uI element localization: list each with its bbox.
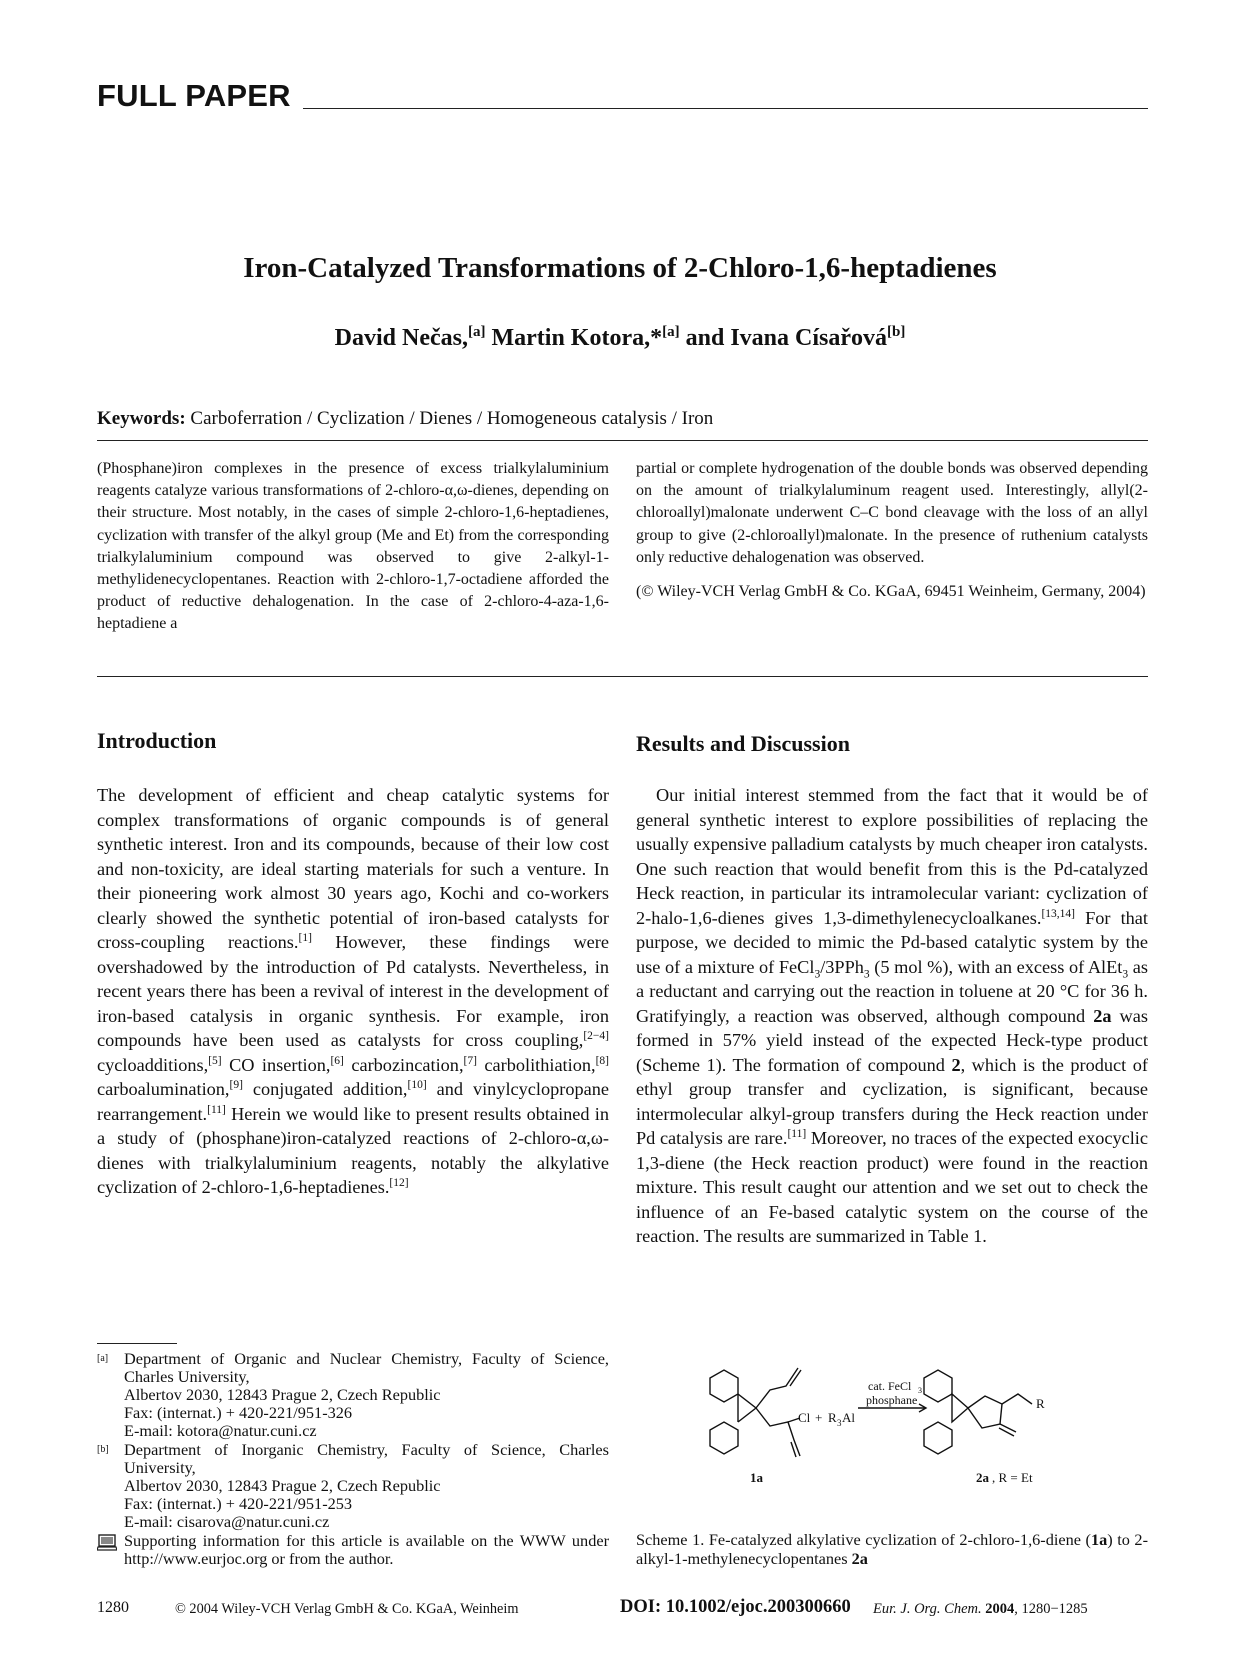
arrow-bottom-label: phosphane <box>866 1393 918 1407</box>
results-heading: Results and Discussion <box>636 731 850 756</box>
abstract-bottom-rule <box>97 676 1148 677</box>
benzene-ring <box>924 1370 952 1402</box>
abstract-text-right: partial or complete hydrogenation of the double bonds was observed depending on the amount of trialkylaluminum reagent used. Interestingly, allyl(2-chloroallyl)malonate underwent C–C bond cleavage with the loss of an allyl group to give (2-chloroallyl)malonate. In the presence of ruthenium catalysts only reductive dehalogenation was observed. <box>636 460 1148 566</box>
scheme-1 <box>690 1360 1120 1485</box>
footer-journal <box>873 1601 1088 1618</box>
keywords <box>97 408 713 430</box>
compound-label-2a: 2a <box>976 1470 989 1485</box>
footnote-rule <box>97 1343 177 1344</box>
reagent-al: Al <box>842 1410 855 1425</box>
paper-title: Iron-Catalyzed Transformations of 2-Chloro-1,6-heptadienes <box>243 252 997 284</box>
introduction-heading: Introduction <box>97 728 217 753</box>
keywords-text: Carboferration / Cyclization / Dienes / Homogeneous catalysis / Iron <box>190 408 714 429</box>
header-rule <box>303 108 1148 109</box>
author-connector: and <box>685 325 725 351</box>
footnote-mark: [a] <box>97 1353 109 1364</box>
scheme-1-drawing <box>690 1360 1120 1485</box>
cyclopentane-ring <box>968 1396 1002 1428</box>
results-body: Our initial interest stemmed from the fact that it would be of general synthetic interest to explore possibilities of replacing the usually expensive palladium catalysts by much cheaper iron catalysts. One such reaction that would benefit from this is the Pd-catalyzed Heck reaction, in particular its intramolecular variant: cyclization of 2-halo-1,6-dienes gives 1,3-dimethylenecycloalkanes.[13,14] For that purpose, we decided to mimic the Pd-based catalytic system by the use of a mixture of FeCl$_3$/3PPh$_3$ (5 mol %), with an excess of AlEt$_3$ as a reductant and carrying out the reaction in toluene at 20 °C for 36 h. Gratifyingly, a reaction was observed, although compound 2a was formed in 57% yield instead of the expected Heck-type product (Scheme 1). The formation of compound 2, which is the product of ethyl group transfer and cyclization, is significant, because intermolecular alkyl-group transfers during the Heck reaction under Pd catalysis are rare.[11] Moreover, no traces of the expected exocyclic 1,3-diene (the Heck reaction product) were found in the reaction mixture. This result caught our attention and we set out to check the influence of an Fe-based catalytic system on the course of the reaction. The results are summarized in Table 1. <box>636 785 1148 1246</box>
abstract-right-column <box>636 458 1148 603</box>
abstract-copyright: (© Wiley-VCH Verlag GmbH & Co. KGaA, 69451 Weinheim, Germany, 2004) <box>636 583 1146 601</box>
footer-doi: DOI: 10.1002/ejoc.200300660 <box>620 1597 851 1617</box>
author-affiliation: [a] <box>662 324 680 340</box>
reagent-subscript: 3 <box>837 1418 842 1428</box>
author-line <box>0 324 1240 352</box>
abstract-top-rule <box>97 440 1148 441</box>
benzene-ring <box>710 1422 738 1454</box>
reagent-r: R <box>828 1410 837 1425</box>
author-name: Ivana Císařová <box>730 325 887 351</box>
product-r-label: R <box>1036 1396 1045 1411</box>
abstract-left-column <box>97 458 609 636</box>
author-affiliation: [a] <box>467 324 486 340</box>
author-name: David Nečas, <box>334 325 468 351</box>
benzene-ring <box>710 1370 738 1402</box>
arrow-top-subscript: 3 <box>918 1386 922 1395</box>
footnote-a: [a] Department of Organic and Nuclear Chemistry, Faculty of Science, Charles University, Albertov 2030, 12843 Prague 2, Czech Republic Fax: (internat.) + 420-221/951-326 E-mail: kotora@natur.cuni.cz <box>97 1349 609 1440</box>
arrow-top-label: cat. FeCl <box>868 1379 912 1393</box>
introduction-body: The development of efficient and cheap catalytic systems for complex transformations of organic compounds is of general synthetic interest. Iron and its compounds, because of their low cost and non-toxicity, are ideal starting materials for such a venture. In their pioneering work almost 30 years ago, Kochi and co-workers clearly showed the synthetic potential of iron-based catalysts for cross-coupling reactions.[1] However, these findings were overshadowed by the introduction of Pd catalysts. Nevertheless, in recent years there has been a revival of interest in the development of iron-based catalysis in organic synthesis. For example, iron compounds have been used as catalysts for cross coupling,[2−4] cycloadditions,[5] CO insertion,[6] carbozincation,[7] carbolithiation,[8] carboalumination,[9] conjugated addition,[10] and vinylcyclopropane rearrangement.[11] Herein we would like to present results obtained in a study of (phosphane)iron-catalyzed reactions of 2-chloro-α,ω-dienes with trialkylaluminium reagents, notably the alkylative cyclization of 2-chloro-1,6-heptadienes.[12] <box>97 785 609 1197</box>
journal-pages: , 1280−1285 <box>1014 1601 1088 1617</box>
footer-copyright: © 2004 Wiley-VCH Verlag GmbH & Co. KGaA, Weinheim <box>175 1601 519 1617</box>
scheme-caption: Scheme 1. Fe-catalyzed alkylative cyclization of 2-chloro-1,6-diene (1a) to 2-alkyl-1-methylenecyclopentanes 2a <box>636 1530 1148 1568</box>
five-ring-bond <box>738 1394 756 1422</box>
footnote-supporting-info: Supporting information for this article is available on the WWW under http://www.eurjoc.org or from the author. <box>97 1532 609 1568</box>
benzene-ring <box>924 1422 952 1454</box>
page-number: 1280 <box>97 1599 129 1616</box>
author-name: Martin Kotora,* <box>491 325 663 351</box>
footnote-b: [b] Department of Inorganic Chemistry, Faculty of Science, Charles University, Albertov 2030, 12843 Prague 2, Czech Republic Fax: (internat.) + 420-221/951-253 E-mail: cisarova@natur.cuni.cz <box>97 1440 609 1531</box>
chlorine-label: Cl <box>798 1410 811 1425</box>
journal-year: 2004 <box>985 1601 1015 1617</box>
keywords-label: Keywords: <box>97 408 186 429</box>
journal-name: Eur. J. Org. Chem. <box>873 1601 982 1617</box>
computer-icon <box>97 1534 117 1558</box>
plus-sign: + <box>815 1410 823 1425</box>
abstract-text-left: (Phosphane)iron complexes in the presence of excess trialkylaluminium reagents catalyze various transformations of 2-chloro-α,ω-dienes, depending on their structure. Most notably, in the cases of simple 2-chloro-1,6-heptadienes, cyclization with transfer of the alkyl group (Me and Et) from the corresponding trialkylaluminium compound was observed to give 2-alkyl-1-methylidenecyclopentanes. Reaction with 2-chloro-1,7-octadiene afforded the product of reductive dehalogenation. In the case of 2-chloro-4-aza-1,6-heptadiene a <box>97 460 609 633</box>
section-label: FULL PAPER <box>97 78 291 113</box>
compound-label-1a: 1a <box>750 1470 763 1485</box>
author-affiliation: [b] <box>887 324 906 340</box>
compound-label-2a-tail: , R = Et <box>992 1470 1033 1485</box>
footnote-mark: [b] <box>97 1444 109 1455</box>
